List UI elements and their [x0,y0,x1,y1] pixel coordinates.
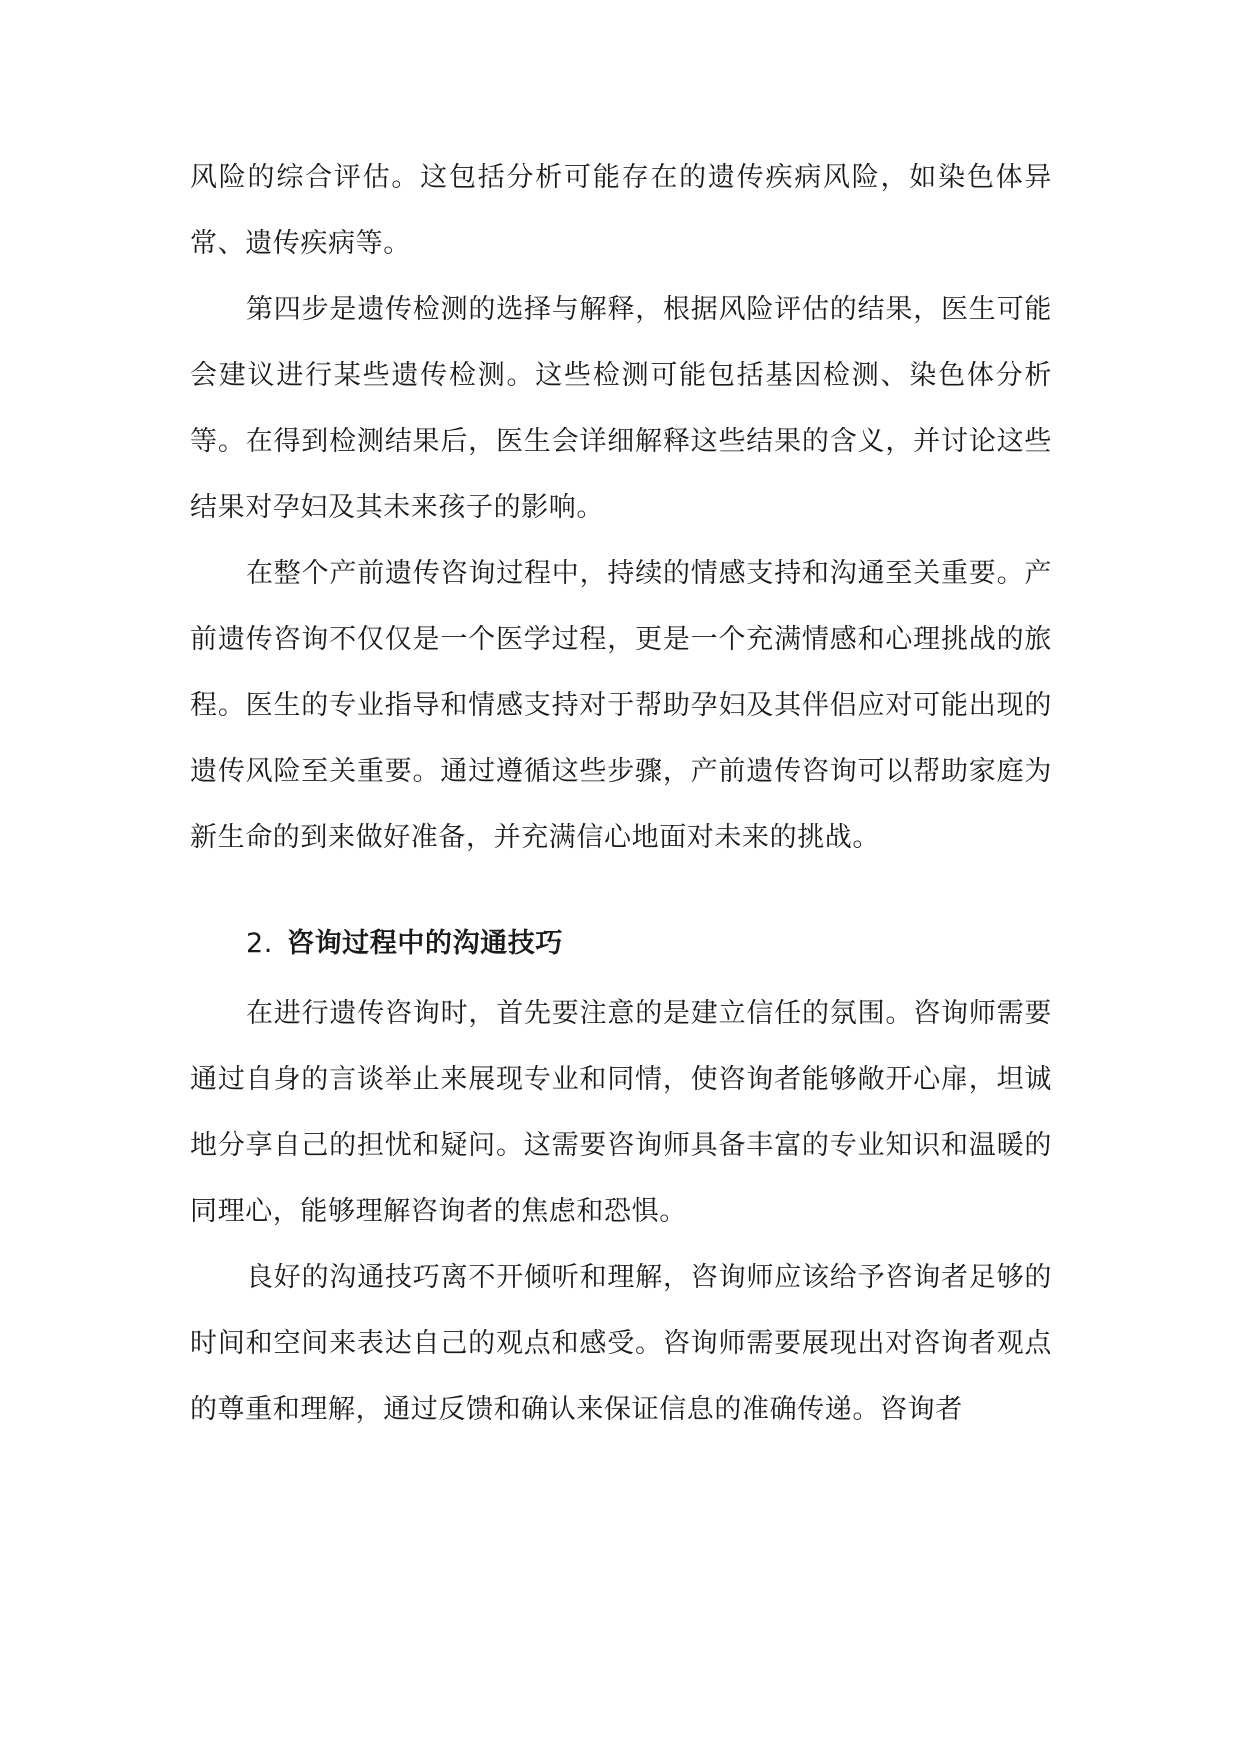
section-title: 咨询过程中的沟通技巧 [286,928,563,959]
paragraph: 在整个产前遗传咨询过程中，持续的情感支持和沟通至关重要。产前遗传咨询不仅仅是一个医学过程，更是一个充满情感和心理挑战的旅程。医生的专业指导和情感支持对于帮助孕妇及其伴侣应对可能出现的遗传风险至关重要。通过遵循这些步骤，产前遗传咨询可以帮助家庭为新生命的到来做好准备，并充满信心地面对未来的挑战。 [190,558,1052,853]
paragraph: 风险的综合评估。这包括分析可能存在的遗传疾病风险，如染色体异常、遗传疾病等。 [190,162,1052,259]
section-number: 2. [246,928,273,959]
document-body [190,145,1052,1443]
section-heading [190,911,1052,977]
paragraph: 良好的沟通技巧离不开倾听和理解，咨询师应该给予咨询者足够的时间和空间来表达自己的观点和感受。咨询师需要展现出对咨询者观点的尊重和理解，通过反馈和确认来保证信息的准确传递。咨询者 [190,1262,1052,1425]
paragraph: 第四步是遗传检测的选择与解释，根据风险评估的结果，医生可能会建议进行某些遗传检测。这些检测可能包括基因检测、染色体分析等。在得到检测结果后，医生会详细解释这些结果的含义，并讨论这些结果对孕妇及其未来孩子的影响。 [190,294,1052,523]
paragraph: 在进行遗传咨询时，首先要注意的是建立信任的氛围。咨询师需要通过自身的言谈举止来展现专业和同情，使咨询者能够敞开心扉，坦诚地分享自己的担忧和疑问。这需要咨询师具备丰富的专业知识和温暖的同理心，能够理解咨询者的焦虑和恐惧。 [190,998,1052,1227]
